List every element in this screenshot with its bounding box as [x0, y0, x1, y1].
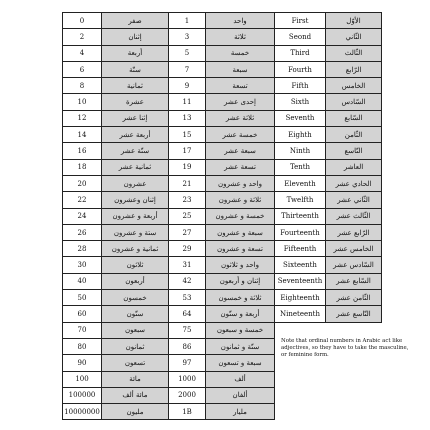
number-cell: 4 — [63, 45, 102, 61]
number-cell: 60 — [63, 306, 102, 322]
table-row — [63, 273, 169, 289]
number-cell: 7 — [169, 61, 206, 77]
table-row — [63, 127, 169, 143]
arabic-number-cell: خمسة عشر — [206, 127, 275, 143]
arabic-number-cell: سبعة — [206, 61, 275, 77]
arabic-ordinal-cell: الحادي عشر — [326, 175, 382, 191]
english-ordinal-cell: Sixteenth — [275, 257, 326, 273]
number-cell: 19 — [169, 159, 206, 175]
table-row — [63, 192, 169, 208]
number-cell: 16 — [63, 143, 102, 159]
arabic-number-cell: خمسة و سبعون — [206, 322, 275, 338]
arabic-ordinal-cell: العاشر — [326, 159, 382, 175]
table-row — [169, 306, 275, 322]
number-cell: 50 — [63, 290, 102, 306]
number-cell: 40 — [63, 273, 102, 289]
arabic-number-cell: تسعة عشر — [206, 159, 275, 175]
number-cell: 64 — [169, 306, 206, 322]
arabic-number-cell: إثنان وعشرون — [102, 192, 169, 208]
number-cell: 1B — [169, 404, 206, 420]
table-row — [63, 371, 169, 387]
table-row — [169, 29, 275, 45]
table-row — [63, 387, 169, 403]
arabic-number-cell: ثلاثة عشر — [206, 110, 275, 126]
english-ordinal-cell: Twelfth — [275, 192, 326, 208]
arabic-ordinal-cell: الثّامن — [326, 127, 382, 143]
arabic-number-cell: أربعون — [102, 273, 169, 289]
table-row — [169, 78, 275, 94]
number-cell: 12 — [63, 110, 102, 126]
table-row — [275, 110, 382, 126]
arabic-number-cell: ستّة عشر — [102, 143, 169, 159]
number-cell: 100000 — [63, 387, 102, 403]
arabic-number-cell: ستّة و ثمانون — [206, 338, 275, 354]
table-row — [169, 110, 275, 126]
number-cell: 100 — [63, 371, 102, 387]
number-cell: 70 — [63, 322, 102, 338]
arabic-ordinal-cell: الأوّل — [326, 13, 382, 29]
arabic-number-cell: ثمانون — [102, 338, 169, 354]
english-ordinal-cell: Seventh — [275, 110, 326, 126]
table-row — [275, 241, 382, 257]
table-row — [63, 404, 169, 420]
table-row — [275, 61, 382, 77]
number-cell: 23 — [169, 192, 206, 208]
table-row — [169, 127, 275, 143]
arabic-number-cell: ثلاثون — [102, 257, 169, 273]
english-ordinal-cell: Third — [275, 45, 326, 61]
number-cell: 1 — [169, 13, 206, 29]
arabic-number-cell: ألف — [206, 371, 275, 387]
arabic-ordinal-cell: الثّاني عشر — [326, 192, 382, 208]
table-row — [63, 45, 169, 61]
table-row — [275, 224, 382, 240]
arabic-number-cell: أربعة و ستّون — [206, 306, 275, 322]
arabic-number-cell: تسعة — [206, 78, 275, 94]
table-row — [169, 224, 275, 240]
number-cell: 53 — [169, 290, 206, 306]
table-row — [169, 192, 275, 208]
number-cell: 29 — [169, 241, 206, 257]
number-cell: 2000 — [169, 387, 206, 403]
arabic-number-cell: ثمانية و عشرون — [102, 241, 169, 257]
arabic-number-cell: سبعة و عشرون — [206, 224, 275, 240]
table-row — [63, 94, 169, 110]
arabic-ordinal-cell: الثّامن عشر — [326, 290, 382, 306]
number-cell: 2 — [63, 29, 102, 45]
table-row — [169, 322, 275, 338]
number-cell: 20 — [63, 175, 102, 191]
arabic-number-cell: عشرة — [102, 94, 169, 110]
table-row — [63, 29, 169, 45]
number-cell: 75 — [169, 322, 206, 338]
arabic-number-cell: تسعة و عشرون — [206, 241, 275, 257]
arabic-ordinal-cell: السّادس — [326, 94, 382, 110]
table-row — [63, 175, 169, 191]
arabic-number-cell: تسعون — [102, 355, 169, 371]
arabic-number-cell: مليار — [206, 404, 275, 420]
table-row — [169, 355, 275, 371]
arabic-number-cell: سبعة و تسعون — [206, 355, 275, 371]
arabic-ordinal-cell: الرّابع عشر — [326, 224, 382, 240]
table-row — [169, 208, 275, 224]
number-cell: 11 — [169, 94, 206, 110]
table-row — [275, 94, 382, 110]
table-row — [275, 29, 382, 45]
arabic-ordinal-cell: الثّالث — [326, 45, 382, 61]
english-ordinal-cell: Seond — [275, 29, 326, 45]
number-cell: 22 — [63, 192, 102, 208]
table-row — [275, 290, 382, 306]
arabic-number-cell: مائة — [102, 371, 169, 387]
arabic-number-cell: سبعة عشر — [206, 143, 275, 159]
english-ordinal-cell: Ninth — [275, 143, 326, 159]
english-ordinal-cell: Fifth — [275, 78, 326, 94]
number-cell: 0 — [63, 13, 102, 29]
arabic-number-cell: أربعة — [102, 45, 169, 61]
arabic-number-cell: ثلاثة — [206, 29, 275, 45]
table-row — [275, 273, 382, 289]
arabic-ordinal-cell: السّابع — [326, 110, 382, 126]
english-ordinal-cell: First — [275, 13, 326, 29]
table-row — [63, 110, 169, 126]
table-row — [63, 306, 169, 322]
number-cell: 18 — [63, 159, 102, 175]
number-cell: 30 — [63, 257, 102, 273]
table-row — [63, 355, 169, 371]
english-ordinal-cell: Fourteenth — [275, 224, 326, 240]
arabic-ordinal-cell: الثّاني — [326, 29, 382, 45]
number-cell: 8 — [63, 78, 102, 94]
english-ordinal-cell: Sixth — [275, 94, 326, 110]
table-row — [169, 371, 275, 387]
english-ordinal-cell: Nineteenth — [275, 306, 326, 322]
arabic-ordinal-cell: الخامس عشر — [326, 241, 382, 257]
arabic-number-cell: واحد و عشرون — [206, 175, 275, 191]
arabic-number-cell: خمسون — [102, 290, 169, 306]
table-row — [169, 143, 275, 159]
arabic-number-cell: إثنان و أربعون — [206, 273, 275, 289]
table-row — [169, 159, 275, 175]
table-row — [275, 13, 382, 29]
number-cell: 25 — [169, 208, 206, 224]
table-row — [275, 143, 382, 159]
table-row — [169, 290, 275, 306]
number-cell: 9 — [169, 78, 206, 94]
table-row — [275, 159, 382, 175]
arabic-number-cell: إثنان — [102, 29, 169, 45]
table-row — [169, 338, 275, 354]
number-cell: 24 — [63, 208, 102, 224]
ordinals-table — [274, 12, 382, 323]
arabic-number-cell: ثمانية عشر — [102, 159, 169, 175]
number-cell: 13 — [169, 110, 206, 126]
table-row — [63, 338, 169, 354]
table-row — [63, 208, 169, 224]
table-row — [169, 13, 275, 29]
english-ordinal-cell: Tenth — [275, 159, 326, 175]
arabic-number-cell: مليون — [102, 404, 169, 420]
arabic-number-cell: مائة ألف — [102, 387, 169, 403]
arabic-number-cell: واحد — [206, 13, 275, 29]
english-ordinal-cell: Fifteenth — [275, 241, 326, 257]
table-row — [169, 175, 275, 191]
number-cell: 1000 — [169, 371, 206, 387]
table-row — [169, 273, 275, 289]
table-row — [275, 78, 382, 94]
number-cell: 15 — [169, 127, 206, 143]
table-row — [275, 257, 382, 273]
even-numbers-table — [62, 12, 169, 420]
arabic-number-cell: إحدى عشر — [206, 94, 275, 110]
number-cell: 10000000 — [63, 404, 102, 420]
arabic-ordinal-cell: التّاسع عشر — [326, 306, 382, 322]
arabic-number-cell: خمسة — [206, 45, 275, 61]
table-row — [63, 78, 169, 94]
number-cell: 21 — [169, 175, 206, 191]
number-cell: 97 — [169, 355, 206, 371]
table-row — [275, 127, 382, 143]
english-ordinal-cell: Thirteenth — [275, 208, 326, 224]
number-cell: 27 — [169, 224, 206, 240]
odd-numbers-table — [168, 12, 275, 420]
arabic-number-cell: ثلاثة و عشرون — [206, 192, 275, 208]
arabic-number-cell: عشرون — [102, 175, 169, 191]
table-row — [169, 404, 275, 420]
arabic-number-cell: سبعون — [102, 322, 169, 338]
arabic-ordinal-cell: التّاسع — [326, 143, 382, 159]
table-row — [169, 387, 275, 403]
table-row — [63, 61, 169, 77]
arabic-ordinal-cell: الخامس — [326, 78, 382, 94]
arabic-number-cell: إثنا عشر — [102, 110, 169, 126]
arabic-number-cell: ستّون — [102, 306, 169, 322]
table-row — [275, 192, 382, 208]
arabic-number-cell: ألفان — [206, 387, 275, 403]
table-row — [169, 257, 275, 273]
number-cell: 5 — [169, 45, 206, 61]
table-row — [63, 13, 169, 29]
number-cell: 14 — [63, 127, 102, 143]
table-row — [63, 224, 169, 240]
english-ordinal-cell: Fourth — [275, 61, 326, 77]
english-ordinal-cell: Eleventh — [275, 175, 326, 191]
table-row — [169, 94, 275, 110]
table-row — [275, 45, 382, 61]
table-row — [275, 306, 382, 322]
table-row — [63, 257, 169, 273]
number-cell: 86 — [169, 338, 206, 354]
table-row — [63, 143, 169, 159]
arabic-number-cell: أربعة و عشرون — [102, 208, 169, 224]
arabic-ordinal-cell: السّابع عشر — [326, 273, 382, 289]
arabic-number-cell: خمسة و عشرون — [206, 208, 275, 224]
number-cell: 90 — [63, 355, 102, 371]
number-cell: 17 — [169, 143, 206, 159]
english-ordinal-cell: Eighth — [275, 127, 326, 143]
number-cell: 10 — [63, 94, 102, 110]
number-cell: 3 — [169, 29, 206, 45]
number-cell: 28 — [63, 241, 102, 257]
arabic-number-cell: ثلاثة و خمسون — [206, 290, 275, 306]
arabic-number-cell: ستّة — [102, 61, 169, 77]
table-row — [169, 241, 275, 257]
table-row — [169, 45, 275, 61]
ordinals-body — [275, 13, 382, 323]
ordinal-note: Note that ordinal numbers in Arabic act like adjectives, so they have to take the masculine, or feminine form. — [281, 338, 409, 359]
arabic-ordinal-cell: الثّالث عشر — [326, 208, 382, 224]
even-numbers-body — [63, 13, 169, 420]
table-row — [63, 290, 169, 306]
table-row — [169, 61, 275, 77]
english-ordinal-cell: Eighteenth — [275, 290, 326, 306]
table-row — [63, 322, 169, 338]
table-row — [275, 208, 382, 224]
english-ordinal-cell: Seventeenth — [275, 273, 326, 289]
number-cell: 80 — [63, 338, 102, 354]
table-row — [275, 175, 382, 191]
arabic-number-cell: ستة و عشرون — [102, 224, 169, 240]
table-row — [63, 241, 169, 257]
arabic-number-cell: واحد و ثلاثون — [206, 257, 275, 273]
arabic-number-cell: صفر — [102, 13, 169, 29]
arabic-ordinal-cell: الرّابع — [326, 61, 382, 77]
number-cell: 6 — [63, 61, 102, 77]
arabic-number-cell: أربعة عشر — [102, 127, 169, 143]
arabic-number-cell: ثمانية — [102, 78, 169, 94]
number-cell: 26 — [63, 224, 102, 240]
table-row — [63, 159, 169, 175]
arabic-ordinal-cell: السّادس عشر — [326, 257, 382, 273]
number-cell: 31 — [169, 257, 206, 273]
number-cell: 42 — [169, 273, 206, 289]
odd-numbers-body — [169, 13, 275, 420]
